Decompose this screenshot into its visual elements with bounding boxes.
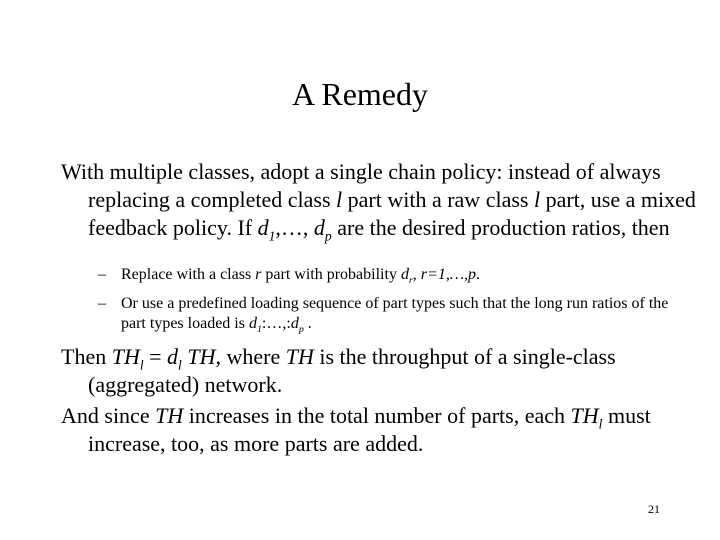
var-d1: $d_1$ — [248, 315, 262, 336]
text: Or use a predefined loading sequence of part types such that the long run ratios of the part types loaded is — [121, 295, 669, 332]
var-l: l — [533, 187, 541, 212]
var-dp: $d_p$ — [313, 215, 332, 244]
var-thl: $TH_l$ — [111, 344, 144, 373]
text: , — [412, 266, 421, 283]
dash-bullet: – — [98, 295, 106, 312]
paragraph-conclusion — [61, 402, 698, 458]
text: are the desired production ratios, then — [331, 215, 670, 240]
var-th: TH — [187, 344, 216, 369]
var-dr: $d_r$ — [400, 266, 413, 287]
slide-title: A Remedy — [292, 76, 428, 112]
text: is the throughput of a single-class (aggregated) network. — [88, 344, 616, 397]
text: part, use a mixed feedback policy. If — [88, 187, 696, 240]
sub-bullet-probability — [98, 265, 691, 285]
paragraph-single-chain-policy — [61, 158, 698, 242]
text: . — [303, 315, 312, 332]
var-th: TH — [285, 344, 314, 369]
text: must increase, too, as more parts are added. — [88, 403, 651, 456]
paragraph-throughput — [61, 343, 698, 399]
text: With multiple classes, adopt a single chain policy: instead of always replacing a completed class — [61, 159, 661, 212]
dash-bullet: – — [98, 266, 106, 283]
var-th: TH — [155, 403, 184, 428]
var-dp: $d_p$ — [290, 315, 304, 336]
var-thl: $TH_l$ — [570, 403, 603, 432]
var-r: r — [255, 266, 262, 283]
text: Then — [61, 344, 112, 369]
text: part with probability — [261, 266, 401, 283]
var-dl: $d_l$ — [167, 344, 182, 373]
var-l: l — [336, 187, 343, 212]
text: ,…, — [275, 215, 314, 240]
page-number: 21 — [648, 502, 660, 516]
text: . — [476, 266, 481, 283]
sub-bullet-loading-sequence — [98, 294, 691, 334]
text: :…,: — [261, 315, 291, 332]
text: increases in the total number of parts, each — [183, 403, 571, 428]
text: , where — [215, 344, 286, 369]
text: = — [143, 344, 168, 369]
text: Replace with a class — [121, 266, 256, 283]
var-d1: $d_1$ — [257, 215, 276, 244]
text: part with a raw class — [342, 187, 534, 212]
range-expression: r=1,…,p — [420, 266, 477, 283]
text: And since — [61, 403, 156, 428]
